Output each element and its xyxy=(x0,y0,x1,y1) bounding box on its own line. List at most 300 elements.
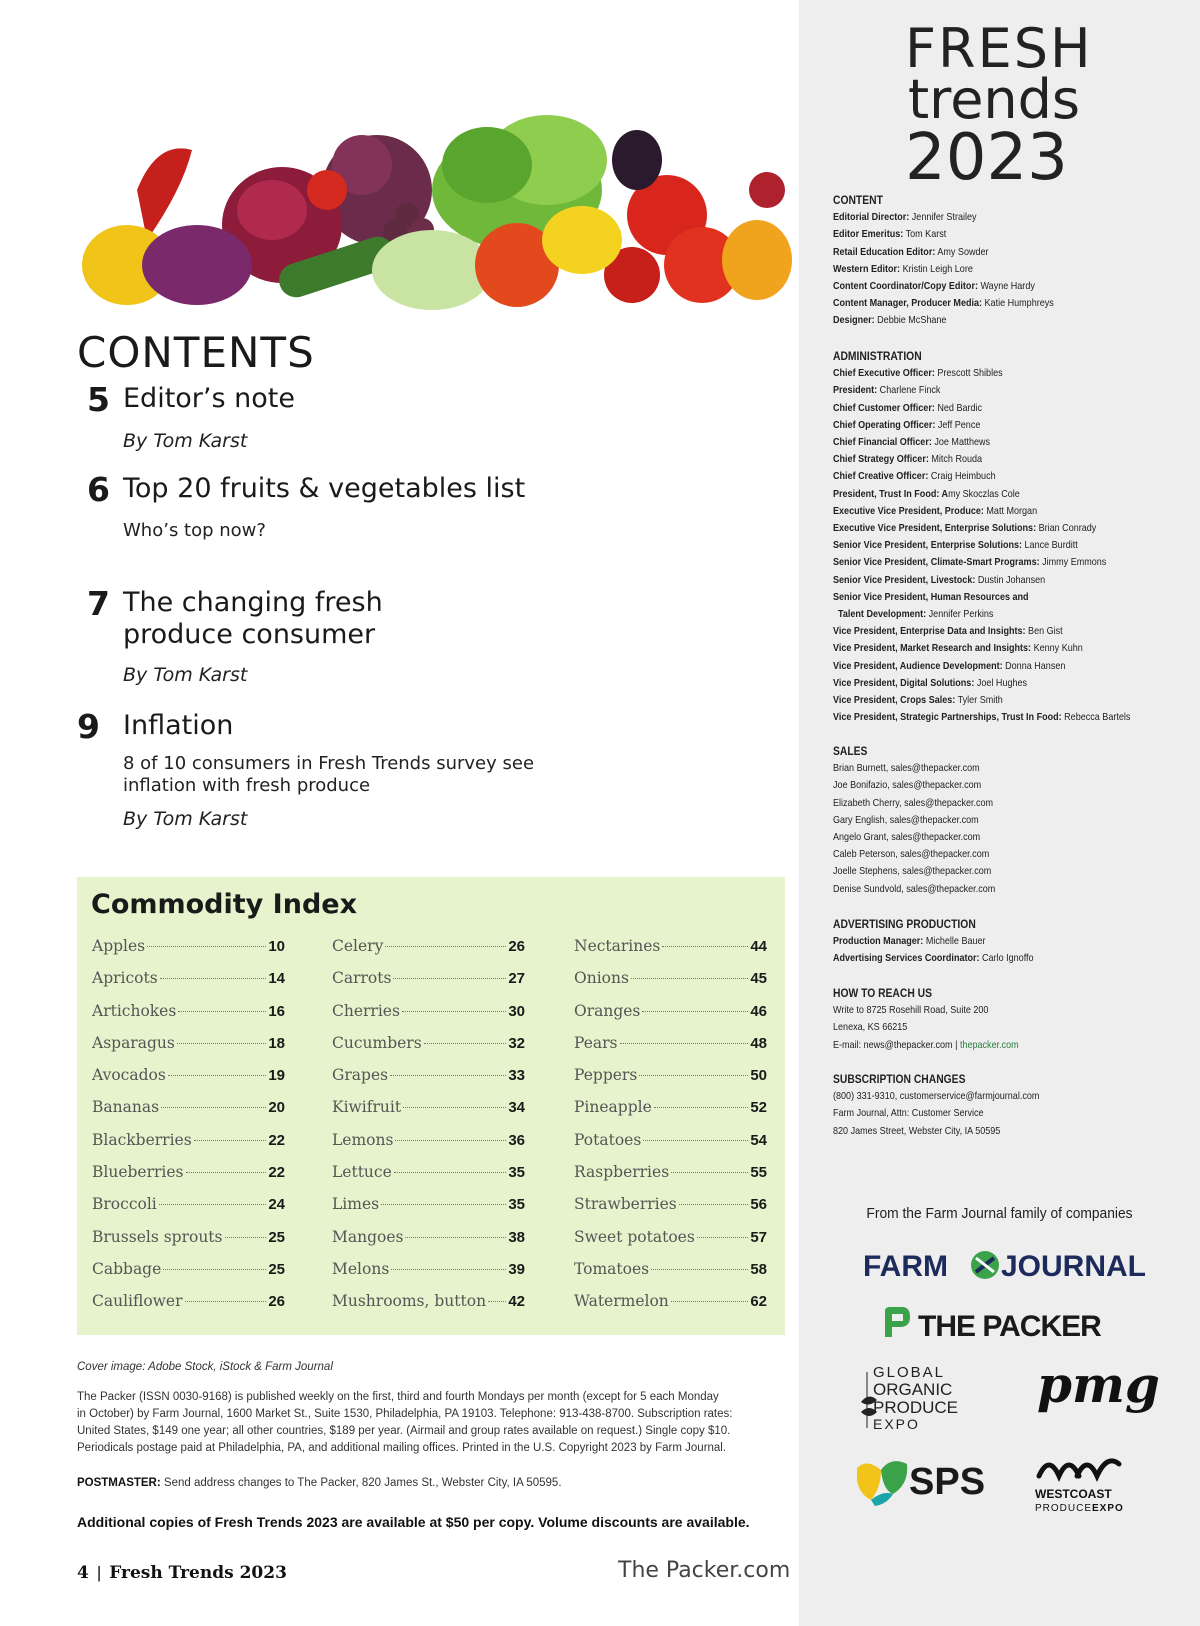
commodity-name: Artichokes xyxy=(92,1001,177,1020)
commodity-row[interactable] xyxy=(332,937,525,969)
commodity-name: Lemons xyxy=(332,1130,394,1149)
staff-line xyxy=(833,417,1130,434)
commodity-name: Cauliflower xyxy=(92,1292,183,1311)
commodity-name: Pineapple xyxy=(574,1098,652,1117)
staff-name: Carlo Ignoffo xyxy=(979,952,1034,965)
commodity-page-number: 26 xyxy=(268,1293,285,1311)
commodity-page-number: 27 xyxy=(508,970,525,988)
dot-leader xyxy=(185,1301,267,1302)
commodity-row[interactable] xyxy=(332,1034,525,1066)
toc-page-number: 5 xyxy=(87,380,110,419)
commodity-page-number: 26 xyxy=(508,938,525,955)
dot-leader xyxy=(178,1011,266,1012)
commodity-row[interactable] xyxy=(92,1292,285,1324)
commodity-page-number: 19 xyxy=(268,1067,285,1085)
staff-name: Wayne Hardy xyxy=(977,280,1035,293)
commodity-page-number: 20 xyxy=(268,1099,285,1117)
staff-role: Vice President, Crops Sales: xyxy=(833,694,956,707)
staff-line: Joe Bonifazio, sales@thepacker.com xyxy=(833,779,982,792)
commodity-row[interactable] xyxy=(332,1292,525,1324)
commodity-row[interactable] xyxy=(574,1163,767,1195)
masthead-fresh: FRESH xyxy=(905,17,1093,80)
logo-farm-text: FARM xyxy=(863,1250,948,1283)
section-heading: ADVERTISING PRODUCTION xyxy=(833,917,976,931)
staff-role: Designer: xyxy=(833,314,875,327)
commodity-index xyxy=(77,877,785,1335)
commodity-page-number: 39 xyxy=(508,1260,525,1278)
dot-leader xyxy=(168,1075,267,1076)
commodity-column-1 xyxy=(92,937,285,1325)
commodity-row[interactable] xyxy=(92,1228,285,1260)
subscription-line: 820 James Street, Webster City, IA 50595 xyxy=(833,1124,1001,1137)
staff-line xyxy=(833,382,1130,399)
staff-name: Charlene Finck xyxy=(877,384,941,397)
address-line: Write to 8725 Rosehill Road, Suite 200 xyxy=(833,1004,989,1017)
commodity-name: Peppers xyxy=(574,1066,638,1085)
staff-role: Chief Financial Officer: xyxy=(833,436,932,449)
staff-line xyxy=(833,295,1054,312)
staff-role: Chief Customer Officer: xyxy=(833,401,935,414)
staff-line xyxy=(833,675,1130,692)
commodity-name: Apples xyxy=(92,937,146,955)
commodity-row[interactable] xyxy=(332,969,525,1001)
farm-journal-emblem-icon xyxy=(971,1251,999,1279)
staff-role: President: xyxy=(833,384,878,397)
sps-logo xyxy=(855,1450,995,1508)
publication-info-line: Periodicals postage paid at Philadelphia, PA, and additional mailing offices. Printed in the U.S. Copyright 2023 by Farm Journal. xyxy=(77,1442,727,1454)
section-heading: SALES xyxy=(833,744,868,758)
packer-leaf-icon xyxy=(885,1307,910,1337)
commodity-page-number: 55 xyxy=(750,1164,767,1182)
staff-role: Senior Vice President, Enterprise Solutions: xyxy=(833,539,1023,552)
sps-text: SPS xyxy=(909,1461,986,1503)
commodity-page-number: 45 xyxy=(750,970,767,988)
dot-leader xyxy=(147,946,266,947)
staff-role: Vice President, Market Research and Insights: xyxy=(833,642,1032,655)
staff-name: Debbie McShane xyxy=(874,314,947,327)
staff-role: Senior Vice President, Climate-Smart Programs: xyxy=(833,556,1040,569)
staff-name: Brian Conrady xyxy=(1036,522,1097,535)
dot-leader xyxy=(403,1107,506,1108)
commodity-row[interactable] xyxy=(92,1260,285,1292)
footer-site-link[interactable]: The Packer.com xyxy=(618,1558,791,1583)
commodity-row[interactable] xyxy=(574,1002,767,1034)
staff-line xyxy=(833,468,1130,485)
commodity-name: Sweet potatoes xyxy=(574,1227,695,1246)
section-heading: HOW TO REACH US xyxy=(833,986,933,1000)
commodity-page-number: 35 xyxy=(508,1164,525,1182)
staff-role: Western Editor: xyxy=(833,262,901,275)
dot-leader xyxy=(642,1011,748,1012)
website-link[interactable]: thepacker.com xyxy=(959,1038,1019,1051)
toc-heading-line1: The changing fresh xyxy=(123,587,383,618)
masthead-content-section xyxy=(833,192,1054,330)
staff-line xyxy=(833,709,1130,726)
staff-name: Kristin Leigh Lore xyxy=(900,262,973,275)
staff-line xyxy=(833,933,1034,950)
staff-name: Tom Karst xyxy=(903,228,947,241)
commodity-row[interactable] xyxy=(574,1034,767,1066)
commodity-page-number: 32 xyxy=(508,1034,525,1052)
staff-name: Jimmy Emmons xyxy=(1039,556,1107,569)
dot-leader xyxy=(381,1204,506,1205)
address-line: Lenexa, KS 66215 xyxy=(833,1021,908,1034)
staff-role: Chief Executive Officer: xyxy=(833,367,935,380)
commodity-page-number: 34 xyxy=(508,1099,525,1117)
westcoast-produce-expo-logo xyxy=(1029,1448,1139,1516)
staff-name: Mitch Rouda xyxy=(928,453,983,466)
commodity-name: Grapes xyxy=(332,1066,389,1085)
toc-item-editors-note[interactable] xyxy=(77,380,677,460)
staff-line xyxy=(833,623,1130,640)
staff-name: my Skoczlas Cole xyxy=(948,487,1020,500)
commodity-page-number: 25 xyxy=(268,1260,285,1278)
dot-leader xyxy=(159,1204,267,1205)
dot-leader xyxy=(631,978,748,979)
commodity-page-number: 22 xyxy=(268,1131,285,1149)
staff-role: Chief Strategy Officer: xyxy=(833,453,929,466)
commodity-page-number: 18 xyxy=(268,1034,285,1052)
commodity-name: Kiwifruit xyxy=(332,1098,402,1117)
commodity-name: Melons xyxy=(332,1259,390,1278)
toc-heading: Top 20 fruits & vegetables list xyxy=(123,473,526,504)
staff-line xyxy=(833,640,1130,657)
footer-publication-title: Fresh Trends 2023 xyxy=(109,1563,287,1583)
staff-line xyxy=(833,278,1054,295)
staff-role: President, Trust In Food: A xyxy=(833,487,949,500)
masthead-ad-production-section xyxy=(833,916,1034,968)
commodity-row[interactable] xyxy=(92,1002,285,1034)
commodity-name: Blueberries xyxy=(92,1163,184,1182)
footer-separator: | xyxy=(96,1563,102,1582)
commodity-row[interactable] xyxy=(574,1260,767,1292)
toc-item-inflation[interactable] xyxy=(77,707,677,837)
publication-info-line: in October) by Farm Journal, 1600 Market St., Suite 1530, Philadelphia, PA 19103. Telephone: 913-438-8700. Subscription rates: xyxy=(77,1408,733,1420)
staff-name: Michelle Bauer xyxy=(923,935,986,948)
staff-role: Chief Operating Officer: xyxy=(833,418,936,431)
subscription-line: (800) 331-9310, customerservice@farmjournal.com xyxy=(833,1090,1040,1103)
commodity-row[interactable] xyxy=(332,1098,525,1130)
publication-info xyxy=(77,1389,777,1457)
toc-item-changing-consumer[interactable] xyxy=(77,584,677,684)
dot-leader xyxy=(225,1237,267,1238)
commodity-name: Watermelon xyxy=(574,1292,669,1311)
staff-name: Matt Morgan xyxy=(983,504,1038,517)
contents-title: CONTENTS xyxy=(77,328,315,377)
staff-line xyxy=(833,261,1054,278)
toc-page-number: 7 xyxy=(87,584,110,623)
commodity-name: Potatoes xyxy=(574,1130,642,1149)
dot-leader xyxy=(639,1075,748,1076)
dot-leader xyxy=(160,978,267,979)
staff-line: Denise Sundvold, sales@thepacker.com xyxy=(833,882,996,895)
toc-byline: By Tom Karst xyxy=(123,664,248,686)
publication-info-line: The Packer (ISSN 0030-9168) is published weekly on the first, third and fourth Mondays per month (except for 5 each Monday xyxy=(77,1391,719,1403)
commodity-row[interactable] xyxy=(332,1066,525,1098)
toc-heading-line2: produce consumer xyxy=(123,619,376,650)
staff-name: Jeff Pence xyxy=(935,418,981,431)
pmg-logo xyxy=(1035,1355,1160,1422)
toc-page-number: 9 xyxy=(77,707,100,746)
logo-packer-text: THE PACKER xyxy=(918,1310,1101,1343)
commodity-page-number: 48 xyxy=(750,1034,767,1052)
staff-line xyxy=(833,451,1130,468)
commodity-row[interactable] xyxy=(92,1163,285,1195)
staff-role: Vice President, Audience Development: xyxy=(833,659,1003,672)
dot-leader xyxy=(186,1172,267,1173)
toc-byline: By Tom Karst xyxy=(123,430,248,452)
commodity-name: Cabbage xyxy=(92,1259,162,1278)
commodity-row[interactable] xyxy=(92,1034,285,1066)
dot-leader xyxy=(391,1269,506,1270)
staff-line xyxy=(833,434,1130,451)
commodity-row[interactable] xyxy=(574,1098,767,1130)
staff-role: Retail Education Editor: xyxy=(833,245,936,258)
commodity-name: Apricots xyxy=(92,969,158,988)
masthead-trends: trends xyxy=(908,68,1081,131)
staff-name: Jennifer Strailey xyxy=(909,211,977,224)
dot-leader xyxy=(671,1301,749,1302)
commodity-name: Limes xyxy=(332,1195,380,1214)
staff-role: Vice President, Strategic Partnerships, Trust In Food: xyxy=(833,711,1062,724)
commodity-row[interactable] xyxy=(574,1292,767,1324)
pmg-text: pmg xyxy=(1037,1355,1160,1414)
commodity-name: Celery xyxy=(332,937,384,955)
section-heading: ADMINISTRATION xyxy=(833,349,922,363)
commodity-column-3 xyxy=(574,937,767,1325)
dot-leader xyxy=(488,1301,506,1302)
staff-line: Joelle Stephens, sales@thepacker.com xyxy=(833,865,992,878)
commodity-row[interactable] xyxy=(574,1066,767,1098)
dot-leader xyxy=(671,1172,748,1173)
westcoast-wave-icon xyxy=(1039,1461,1119,1476)
staff-line: Angelo Grant, sales@thepacker.com xyxy=(833,831,981,844)
dot-leader xyxy=(405,1237,506,1238)
commodity-row[interactable] xyxy=(92,969,285,1001)
dot-leader xyxy=(697,1237,749,1238)
commodity-row[interactable] xyxy=(574,969,767,1001)
family-of-companies-text: From the Farm Journal family of companies xyxy=(866,1205,1133,1222)
masthead-sidebar xyxy=(799,0,1200,1626)
staff-role: Senior Vice President, Livestock: xyxy=(833,573,976,586)
commodity-row[interactable] xyxy=(92,1131,285,1163)
commodity-name: Strawberries xyxy=(574,1195,677,1214)
commodity-row[interactable] xyxy=(574,1195,767,1227)
commodity-name: Mushrooms, button xyxy=(332,1292,487,1311)
commodity-row[interactable] xyxy=(92,1195,285,1227)
staff-line xyxy=(833,312,1054,329)
dot-leader xyxy=(385,946,506,947)
commodity-row[interactable] xyxy=(332,1195,525,1227)
commodity-page-number: 35 xyxy=(508,1196,525,1214)
commodity-page-number: 62 xyxy=(750,1293,767,1311)
goe-expo-text: EXPO xyxy=(873,1416,920,1432)
commodity-name: Carrots xyxy=(332,969,392,988)
commodity-name: Avocados xyxy=(92,1066,166,1085)
commodity-row[interactable] xyxy=(332,1002,525,1034)
staff-line xyxy=(833,950,1034,967)
dot-leader xyxy=(662,946,748,947)
hero-produce-image xyxy=(77,40,784,298)
commodity-row[interactable] xyxy=(574,1228,767,1260)
dot-leader xyxy=(402,1011,506,1012)
commodity-page-number: 10 xyxy=(268,938,285,955)
commodity-page-number: 58 xyxy=(750,1260,767,1278)
commodity-row[interactable] xyxy=(92,1066,285,1098)
commodity-name: Brussels sprouts xyxy=(92,1227,223,1246)
commodity-row[interactable] xyxy=(574,937,767,969)
staff-name: Donna Hansen xyxy=(1002,659,1066,672)
sps-leaf-icon xyxy=(857,1461,907,1506)
commodity-page-number: 46 xyxy=(750,1002,767,1020)
commodity-name: Raspberries xyxy=(574,1163,670,1182)
additional-copies-note: Additional copies of Fresh Trends 2023 are available at $50 per copy. Volume discounts are available. xyxy=(77,1514,750,1530)
staff-line: Caleb Peterson, sales@thepacker.com xyxy=(833,848,990,861)
commodity-page-number: 25 xyxy=(268,1228,285,1246)
subscription-line: Farm Journal, Attn: Customer Service xyxy=(833,1107,984,1120)
staff-name: Prescott Shibles xyxy=(934,367,1003,380)
masthead-subscription-section xyxy=(833,1071,1039,1140)
commodity-row[interactable] xyxy=(92,1098,285,1130)
staff-name: Joel Hughes xyxy=(974,676,1028,689)
dot-leader xyxy=(620,1043,749,1044)
goe-global-text: GLOBAL xyxy=(873,1364,946,1381)
toc-subtitle-line1: 8 of 10 consumers in Fresh Trends survey see xyxy=(123,753,535,774)
commodity-row[interactable] xyxy=(332,1260,525,1292)
staff-role: Content Coordinator/Copy Editor: xyxy=(833,280,978,293)
staff-name: Rebecca Bartels xyxy=(1061,711,1131,724)
staff-name: Lance Burditt xyxy=(1022,539,1078,552)
toc-heading: Editor’s note xyxy=(123,383,295,414)
toc-page-number: 6 xyxy=(87,470,110,509)
commodity-page-number: 33 xyxy=(508,1067,525,1085)
staff-name: Ned Bardic xyxy=(934,401,983,414)
masthead-reach-section xyxy=(833,985,1019,1054)
dot-leader xyxy=(651,1269,748,1270)
staff-role: Vice President, Digital Solutions: xyxy=(833,676,975,689)
commodity-page-number: 22 xyxy=(268,1164,285,1182)
section-heading: SUBSCRIPTION CHANGES xyxy=(833,1072,966,1086)
commodity-name: Blackberries xyxy=(92,1130,192,1149)
staff-role: Vice President, Enterprise Data and Insights: xyxy=(833,625,1026,638)
toc-item-top-20[interactable] xyxy=(77,470,677,540)
staff-role: Executive Vice President, Enterprise Solutions: xyxy=(833,522,1037,535)
postmaster-text: Send address changes to The Packer, 820 James St., Webster City, IA 50595. xyxy=(160,1477,562,1489)
cover-image-credit: Cover image: Adobe Stock, iStock & Farm Journal xyxy=(77,1361,333,1373)
staff-role: Editor Emeritus: xyxy=(833,228,904,241)
staff-line xyxy=(833,606,1130,623)
masthead-administration-section xyxy=(833,348,1130,726)
staff-line xyxy=(833,209,1054,226)
staff-name: Ben Gist xyxy=(1025,625,1063,638)
commodity-name: Cucumbers xyxy=(332,1033,422,1052)
dot-leader xyxy=(394,1172,507,1173)
staff-role: Editorial Director: xyxy=(833,211,910,224)
commodity-name: Onions xyxy=(574,969,629,988)
section-heading: CONTENT xyxy=(833,193,883,207)
dot-leader xyxy=(194,1140,267,1141)
staff-line xyxy=(833,400,1130,417)
commodity-row[interactable] xyxy=(332,1131,525,1163)
masthead-year: 2023 xyxy=(905,121,1068,195)
staff-line xyxy=(833,244,1054,261)
staff-name: Craig Heimbuch xyxy=(928,470,996,483)
toc-heading: Inflation xyxy=(123,710,234,741)
staff-role: Chief Creative Officer: xyxy=(833,470,929,483)
staff-name: Tyler Smith xyxy=(955,694,1003,707)
commodity-index-title: Commodity Index xyxy=(91,889,357,920)
staff-role: Production Manager: xyxy=(833,935,924,948)
commodity-page-number: 57 xyxy=(750,1228,767,1246)
commodity-name: Mangoes xyxy=(332,1227,404,1246)
staff-name: Katie Humphreys xyxy=(982,297,1054,310)
staff-name: Dustin Johansen xyxy=(975,573,1046,586)
commodity-page-number: 30 xyxy=(508,1002,525,1020)
staff-line xyxy=(833,226,1054,243)
staff-role: Executive Vice President, Produce: xyxy=(833,504,984,517)
dot-leader xyxy=(654,1107,749,1108)
toc-subtitle: Who’s top now? xyxy=(123,520,266,541)
staff-line: Gary English, sales@thepacker.com xyxy=(833,813,979,826)
commodity-page-number: 44 xyxy=(750,938,767,955)
dot-leader xyxy=(161,1107,266,1108)
dot-leader xyxy=(643,1140,748,1141)
commodity-row[interactable] xyxy=(332,1163,525,1195)
commodity-page-number: 16 xyxy=(268,1002,285,1020)
commodity-row[interactable] xyxy=(574,1131,767,1163)
commodity-name: Cherries xyxy=(332,1001,400,1020)
postmaster-note xyxy=(77,1477,562,1489)
staff-line xyxy=(833,589,1130,606)
dot-leader xyxy=(163,1269,266,1270)
staff-role: Advertising Services Coordinator: xyxy=(833,952,980,965)
commodity-page-number: 14 xyxy=(268,970,285,988)
commodity-page-number: 50 xyxy=(750,1067,767,1085)
commodity-page-number: 38 xyxy=(508,1228,525,1246)
commodity-row[interactable] xyxy=(332,1228,525,1260)
email-line: E-mail: news@thepacker.com | xyxy=(833,1038,960,1051)
staff-role: Senior Vice President, Human Resources and xyxy=(833,590,1029,603)
dot-leader xyxy=(177,1043,266,1044)
commodity-page-number: 42 xyxy=(508,1293,525,1311)
commodity-name: Bananas xyxy=(92,1098,160,1117)
staff-line xyxy=(833,486,1130,503)
staff-line xyxy=(833,658,1130,675)
commodity-row[interactable] xyxy=(92,937,285,969)
goe-produce-text: PRODUCE xyxy=(873,1398,959,1417)
page-footer xyxy=(77,1563,287,1583)
dot-leader xyxy=(393,978,506,979)
staff-name: Joe Matthews xyxy=(931,436,991,449)
staff-line xyxy=(833,520,1130,537)
commodity-name: Asparagus xyxy=(92,1033,175,1052)
masthead-logo xyxy=(905,17,1105,195)
masthead-sales-section xyxy=(833,743,995,898)
commodity-page-number: 56 xyxy=(750,1196,767,1214)
commodity-page-number: 54 xyxy=(750,1131,767,1149)
toc-byline: By Tom Karst xyxy=(123,808,248,830)
dot-leader xyxy=(679,1204,749,1205)
farm-journal-logo xyxy=(863,1247,1147,1283)
produce-expo-text: PRODUCEEXPO xyxy=(1035,1503,1124,1514)
commodity-page-number: 24 xyxy=(268,1196,285,1214)
staff-line: Brian Burnett, sales@thepacker.com xyxy=(833,762,980,775)
commodity-name: Lettuce xyxy=(332,1163,392,1182)
commodity-column-2 xyxy=(332,937,525,1325)
publication-info-line: United States, $149 one year; all other countries, $189 per year. (Airmail and group rates available on request.) Single copy $10. xyxy=(77,1425,731,1437)
page-number: 4 xyxy=(77,1563,89,1583)
global-organic-produce-expo-logo xyxy=(857,1362,977,1432)
